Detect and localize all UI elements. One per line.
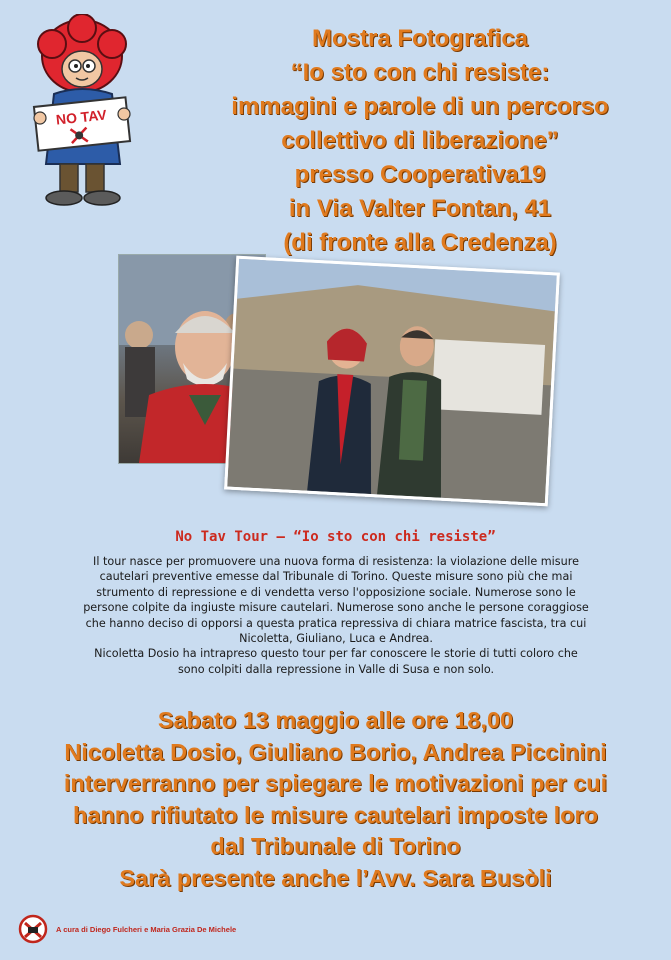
description-paragraph: Il tour nasce per promuovere una nuova forma di resistenza: la violazione delle misure cautelari preventive emesse dal Tribunale di Torino. Queste misure sono più che mai strumento di repressione e di vendetta verso l'opposizione sociale. Numerose sono le persone colpite da ingiuste misure cautelari. Numerose sono anche le persone coraggiose che hanno deciso di opporsi a questa pratica repressiva di chiara matrice fascista, tra cui Nicoletta, Giuliano, Luca e Andrea. xyxy=(83,555,589,646)
title-line: immagini e parole di un percorso xyxy=(231,93,609,120)
event-line: Sabato 13 maggio alle ore 18,00 xyxy=(157,707,514,733)
event-details xyxy=(0,705,671,894)
exhibition-title xyxy=(195,22,645,260)
title-line: in Via Valter Fontan, 41 xyxy=(288,195,552,222)
no-tav-logo-icon xyxy=(18,914,48,944)
tour-heading: No Tav Tour – “Io sto con chi resiste” xyxy=(175,529,496,545)
description-paragraph: Nicoletta Dosio ha intrapreso questo tour per far conoscere le storie di tutti coloro che sono colpiti dalla repressione in Valle di Susa e non solo. xyxy=(94,647,578,676)
event-line: Nicoletta Dosio, Giuliano Borio, Andrea Piccinini xyxy=(64,738,607,765)
no-tav-mascot-illustration xyxy=(24,14,144,214)
event-line: dal Tribunale di Torino xyxy=(210,833,461,859)
title-line: presso Cooperativa19 xyxy=(294,161,546,188)
event-line: hanno rifiutato le misure cautelari imposte loro xyxy=(73,801,598,828)
footer-credit: A cura di Diego Fulcheri e Maria Grazia De Michele xyxy=(56,924,237,934)
footer xyxy=(18,914,236,944)
tour-description xyxy=(82,554,590,677)
event-line: interverranno per spiegare le motivazioni per cui xyxy=(63,770,608,796)
mascot-sign-text: NO TAV xyxy=(55,106,108,128)
couple-photo xyxy=(224,256,560,507)
title-line: (di fronte alla Credenza) xyxy=(283,229,557,256)
title-line: Mostra Fotografica xyxy=(311,25,529,52)
title-line: collettivo di liberazione” xyxy=(281,127,559,154)
event-line: Sarà presente anche l’Avv. Sara Busòli xyxy=(119,864,552,891)
photo-collage xyxy=(112,250,562,518)
title-line: “Io sto con chi resiste: xyxy=(290,59,550,86)
